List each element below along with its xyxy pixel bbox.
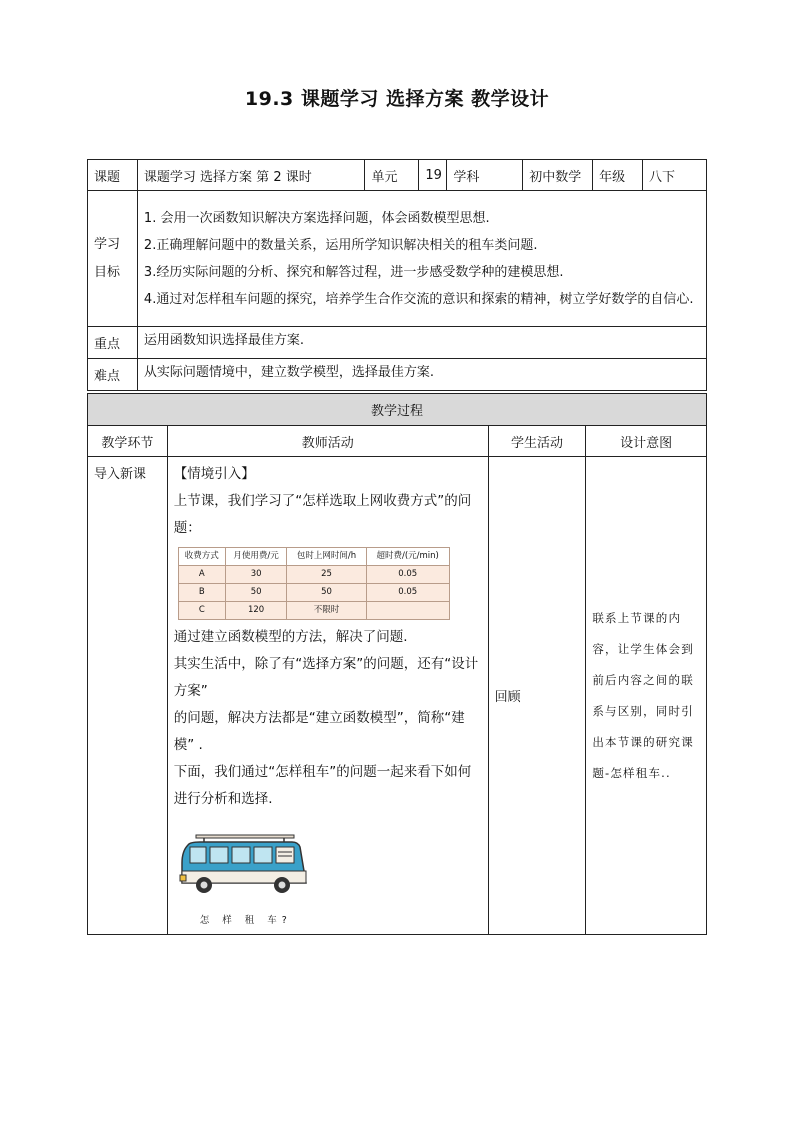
process-heading: 教学过程 xyxy=(88,394,707,426)
fee-cell: 120 xyxy=(225,602,287,620)
page-title: 19.3 课题学习 选择方案 教学设计 xyxy=(244,88,550,110)
fee-cell: A xyxy=(178,566,225,584)
fee-header: 收费方式 xyxy=(178,548,225,566)
goals-label-line1: 学习 xyxy=(94,236,121,252)
paragraph: 通过建立函数模型的方法，解决了问题. xyxy=(173,629,408,645)
fee-cell: 25 xyxy=(287,566,366,584)
design-intent: 联系上节课的内容，让学生体会到前后内容之间的联系与区别，同时引出本节课的研究课题-怎样租车.. xyxy=(586,457,707,935)
fee-cell: 不限时 xyxy=(287,602,366,620)
bus-illustration xyxy=(174,833,314,934)
col-design: 设计意图 xyxy=(586,426,707,457)
fee-cell: 30 xyxy=(225,566,287,584)
fee-table xyxy=(178,547,450,620)
grade-value: 八下 xyxy=(643,160,707,191)
intro-tag: 【情境引入】 xyxy=(173,466,255,482)
subject-label: 学科 xyxy=(447,160,523,191)
paragraph: 的问题，解决方法都是“建立函数模型”，简称“建模” . xyxy=(173,710,465,753)
info-table xyxy=(87,159,707,391)
fee-cell: 50 xyxy=(225,584,287,602)
process-table xyxy=(87,393,707,935)
fee-cell: 0.05 xyxy=(366,566,449,584)
grade-label: 年级 xyxy=(593,160,643,191)
key-point-value: 运用函数知识选择最佳方案. xyxy=(137,327,706,359)
stage-cell: 导入新课 xyxy=(88,457,168,935)
fee-cell: C xyxy=(178,602,225,620)
goal-item: 1. 会用一次函数知识解决方案选择问题，体会函数模型思想. xyxy=(143,210,490,226)
subject-value: 初中数学 xyxy=(523,160,593,191)
fee-header: 超时费/(元/min) xyxy=(366,548,449,566)
fee-cell: 50 xyxy=(287,584,366,602)
fee-cell: B xyxy=(178,584,225,602)
topic-label: 课题 xyxy=(88,160,138,191)
col-teacher: 教师活动 xyxy=(167,426,488,457)
fee-cell xyxy=(366,602,449,620)
key-point-label: 重点 xyxy=(88,327,138,359)
bus-icon xyxy=(174,833,314,899)
topic-value: 课题学习 选择方案 第 2 课时 xyxy=(137,160,365,191)
goals-label-line2: 目标 xyxy=(94,264,121,280)
bus-caption: 怎 样 租 车? xyxy=(199,915,292,926)
unit-value: 19 xyxy=(419,160,447,191)
teacher-activity xyxy=(167,457,488,935)
fee-header: 包时上网时间/h xyxy=(287,548,366,566)
goals-label xyxy=(88,191,138,327)
fee-cell: 0.05 xyxy=(366,584,449,602)
difficulty-label: 难点 xyxy=(88,359,138,391)
goal-item: 3.经历实际问题的分析、探究和解答过程，进一步感受数学种的建模思想. xyxy=(143,264,564,280)
unit-label: 单元 xyxy=(365,160,419,191)
paragraph: 下面，我们通过“怎样租车”的问题一起来看下如何进行分析和选择. xyxy=(173,764,472,807)
col-stage: 教学环节 xyxy=(88,426,168,457)
paragraph: 上节课，我们学习了“怎样选取上网收费方式”的问题： xyxy=(173,493,472,536)
fee-header: 月使用费/元 xyxy=(225,548,287,566)
student-activity: 回顾 xyxy=(488,457,586,935)
goal-item: 2.正确理解问题中的数量关系，运用所学知识解决相关的租车类问题. xyxy=(143,237,538,253)
paragraph: 其实生活中，除了有“选择方案”的问题，还有“设计方案” xyxy=(173,656,479,699)
col-student: 学生活动 xyxy=(488,426,586,457)
goals-list xyxy=(137,191,706,327)
difficulty-value: 从实际问题情境中，建立数学模型，选择最佳方案. xyxy=(137,359,706,391)
goal-item: 4.通过对怎样租车问题的探究，培养学生合作交流的意识和探索的精神，树立学好数学的自信心. xyxy=(143,291,694,307)
